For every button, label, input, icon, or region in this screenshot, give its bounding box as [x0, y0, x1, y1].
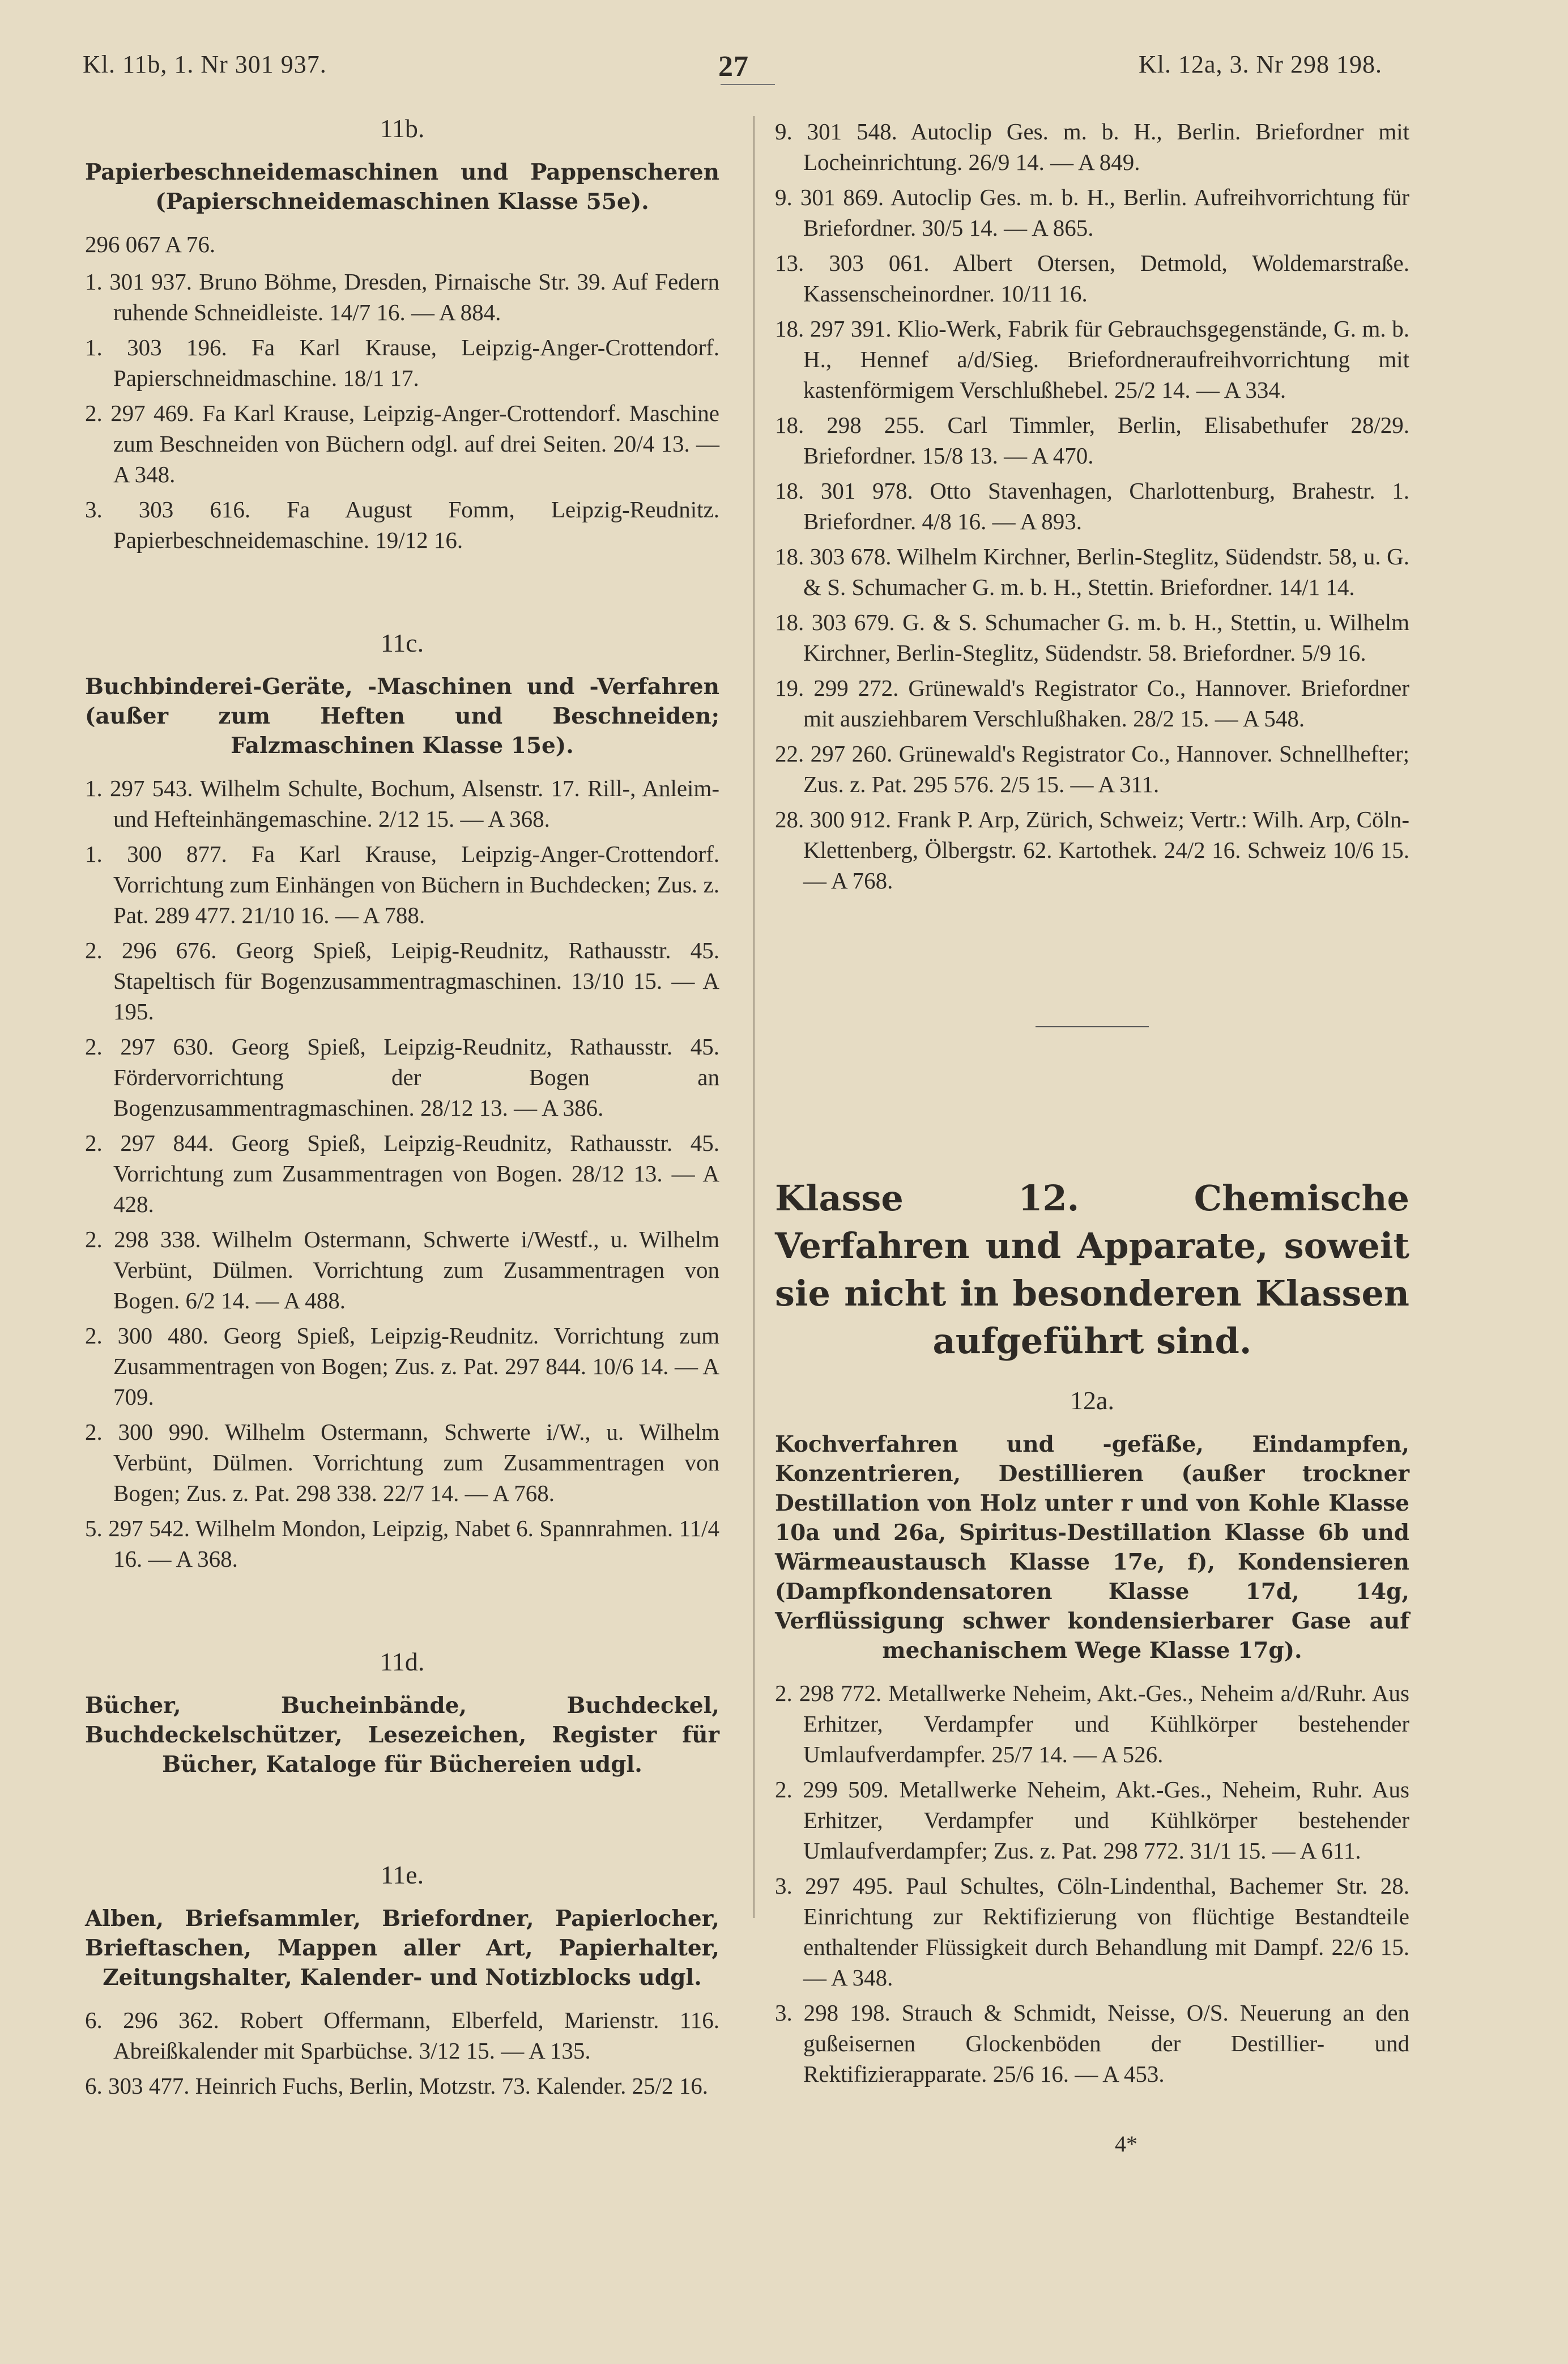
patent-entry: 3. 297 495. Paul Schultes, Cöln-Lindenthal, Bachemer Str. 28. Einrichtung zur Rektifizierung von flüchtige Bestandteile enthaltender Flüssigkeit durch Behandlung mit Dampf. 22/6 15. — A 348.: [775, 1873, 1409, 1991]
patent-entry: 2. 297 630. Georg Spieß, Leipzig-Reudnitz, Rathausstr. 45. Fördervorrichtung der Bogen an Bogenzusammentragmaschinen. 28/12 13. — A 386.: [85, 1034, 719, 1121]
section-code: 11d.: [380, 1647, 425, 1676]
right-column: [775, 116, 1409, 2159]
signature-mark: 4*: [1115, 2131, 1137, 2157]
patent-entry: 2. 297 844. Georg Spieß, Leipzig-Reudnitz, Rathausstr. 45. Vorrichtung zum Zusammentragen von Bogen. 28/12 13. — A 428.: [85, 1130, 719, 1217]
patent-entry: 22. 297 260. Grünewald's Registrator Co., Hannover. Schnellhefter; Zus. z. Pat. 295 576. 2/5 15. — A 311.: [775, 741, 1409, 797]
section-separator-rule: [1036, 1026, 1149, 1027]
patent-entry: 18. 303 679. G. & S. Schumacher G. m. b. H., Stettin, u. Wilhelm Kirchner, Berlin-Steglitz, Südendstr. 58. Briefordner. 5/9 16.: [775, 609, 1409, 666]
patent-entry: 3. 303 616. Fa August Fomm, Leipzig-Reudnitz. Papierbeschneidemaschine. 19/12 16.: [85, 496, 719, 553]
continued-entries: [775, 116, 1409, 896]
column-divider: [753, 116, 755, 1918]
patent-entry: 2. 298 338. Wilhelm Ostermann, Schwerte i/Westf., u. Wilhelm Verbünt, Dülmen. Vorrichtung zum Zusammentragen von Bogen. 6/2 14. — A 488.: [85, 1226, 719, 1313]
patent-entry: 18. 297 391. Klio-Werk, Fabrik für Gebrauchsgegenstände, G. m. b. H., Hennef a/d/Sieg. Briefordneraufreihvorrichtung mit kastenförmigem Verschlußhebel. 25/2 14. — A 334.: [775, 316, 1409, 403]
section-topic: Buchbinderei-Geräte, -Maschinen und -Verfahren (außer zum Heften und Beschneiden; Falzmaschinen Klasse 15e).: [85, 674, 719, 759]
patent-entry: 2. 300 480. Georg Spieß, Leipzig-Reudnitz. Vorrichtung zum Zusammentragen von Bogen; Zus. z. Pat. 297 844. 10/6 14. — A 709.: [85, 1323, 719, 1410]
section-topic: Kochverfahren und -gefäße, Eindampfen, Konzentrieren, Destillieren (außer trockner Destillation von Holz unter r und von Kohle Klasse 10a und 26a, Spiritus-Destillation Klasse 6b und Wärmeaustausch Klasse 17e, f), Kondensieren (Dampfkondensatoren Klasse 17d, 14g, Verflüssigung schwer kondensierbarer Gase auf mechanischem Wege Klasse 17g).: [775, 1431, 1409, 1664]
section-11c: [85, 628, 719, 1574]
section-topic: Alben, Briefsammler, Briefordner, Papierlocher, Brieftaschen, Mappen aller Art, Papierhalter, Zeitungshalter, Kalender- und Notizblocks udgl.: [85, 1906, 719, 1991]
running-header-left: Kl. 11b, 1. Nr 301 937.: [83, 50, 327, 78]
section-code: 11b.: [380, 114, 425, 143]
patent-entry: 1. 303 196. Fa Karl Krause, Leipzig-Anger-Crottendorf. Papierschneidmaschine. 18/1 17.: [85, 334, 719, 391]
section-12a: [775, 1385, 1409, 2089]
patent-entry: 6. 303 477. Heinrich Fuchs, Berlin, Motzstr. 73. Kalender. 25/2 16.: [85, 2073, 709, 2099]
patent-entry: 18. 298 255. Carl Timmler, Berlin, Elisabethufer 28/29. Briefordner. 15/8 13. — A 470.: [775, 412, 1409, 469]
patent-entry: 1. 297 543. Wilhelm Schulte, Bochum, Alsenstr. 17. Rill-, Anleim- und Hefteinhängemaschine. 2/12 15. — A 368.: [85, 775, 719, 832]
section-11e: [85, 1860, 719, 2101]
patent-entry: 2. 299 509. Metallwerke Neheim, Akt.-Ges., Neheim, Ruhr. Aus Erhitzer, Verdampfer und Kühlkörper bestehender Umlaufverdampfer; Zus. z. Pat. 298 772. 31/1 15. — A 611.: [775, 1776, 1409, 1864]
page-number-rule: [721, 84, 775, 85]
patent-entry: 6. 296 362. Robert Offermann, Elberfeld, Marienstr. 116. Abreißkalender mit Sparbüchse. 3/12 15. — A 135.: [85, 2007, 719, 2064]
section-preface: 296 067 A 76.: [85, 231, 216, 257]
patent-entry: 3. 298 198. Strauch & Schmidt, Neisse, O/S. Neuerung an den gußeisernen Glockenböden der Destillier- und Rektifizierapparate. 25/6 16. — A 453.: [775, 2000, 1409, 2087]
klasse-12-title: Klasse 12. Chemische Verfahren und Apparate, soweit sie nicht in besonderen Klassen aufgeführt sind.: [775, 1177, 1409, 1362]
patent-entry: 9. 301 548. Autoclip Ges. m. b. H., Berlin. Briefordner mit Locheinrichtung. 26/9 14. — A 849.: [775, 118, 1409, 175]
section-topic: Papierbeschneidemaschinen und Pappenscheren (Papierschneidemaschinen Klasse 55e).: [85, 159, 719, 215]
patent-entry: 19. 299 272. Grünewald's Registrator Co., Hannover. Briefordner mit ausziehbarem Verschlußhaken. 28/2 15. — A 548.: [775, 675, 1409, 732]
patent-entry: 9. 301 869. Autoclip Ges. m. b. H., Berlin. Aufreihvorrichtung für Briefordner. 30/5 14. — A 865.: [775, 184, 1409, 241]
patent-entry: 2. 296 676. Georg Spieß, Leipig-Reudnitz, Rathausstr. 45. Stapeltisch für Bogenzusammentragmaschinen. 13/10 15. — A 195.: [85, 937, 719, 1024]
section-11b: [85, 113, 719, 555]
patent-entry: 1. 301 937. Bruno Böhme, Dresden, Pirnaische Str. 39. Auf Federn ruhende Schneidleiste. 14/7 16. — A 884.: [85, 269, 719, 325]
section-code: 11c.: [380, 628, 424, 657]
page-number: 27: [718, 50, 749, 83]
section-topic: Bücher, Bucheinbände, Buchdeckel, Buchdeckelschützer, Lesezeichen, Register für Bücher, Kataloge für Büchereien udgl.: [85, 1693, 719, 1778]
patent-entry: 13. 303 061. Albert Otersen, Detmold, Woldemarstraße. Kassenscheinordner. 10/11 16.: [775, 250, 1409, 307]
section-11d: [85, 1647, 719, 1779]
section-code: 12a.: [1070, 1386, 1114, 1415]
section-code: 11e.: [380, 1860, 424, 1889]
running-header-right: Kl. 12a, 3. Nr 298 198.: [1139, 50, 1382, 78]
patent-entry: 18. 303 678. Wilhelm Kirchner, Berlin-Steglitz, Südendstr. 58, u. G. & S. Schumacher G. m. b. H., Stettin. Briefordner. 14/1 14.: [775, 543, 1409, 600]
patent-entry: 2. 297 469. Fa Karl Krause, Leipzig-Anger-Crottendorf. Maschine zum Beschneiden von Büchern odgl. auf drei Seiten. 20/4 13. — A 348.: [85, 400, 719, 487]
patent-entry: 1. 300 877. Fa Karl Krause, Leipzig-Anger-Crottendorf. Vorrichtung zum Einhängen von Büchern in Buchdecken; Zus. z. Pat. 289 477. 21/10 16. — A 788.: [85, 841, 719, 928]
patent-entry: 28. 300 912. Frank P. Arp, Zürich, Schweiz; Vertr.: Wilh. Arp, Cöln-Klettenberg, Ölbergstr. 62. Kartothek. 24/2 16. Schweiz 10/6 15. — A 768.: [775, 806, 1409, 894]
patent-entry: 2. 300 990. Wilhelm Ostermann, Schwerte i/W., u. Wilhelm Verbünt, Dülmen. Vorrichtung zum Zusammentragen von Bogen; Zus. z. Pat. 298 338. 22/7 14. — A 768.: [85, 1419, 719, 1506]
patent-entry: 2. 298 772. Metallwerke Neheim, Akt.-Ges., Neheim a/d/Ruhr. Aus Erhitzer, Verdampfer und Kühlkörper bestehender Umlaufverdampfer. 25/7 14. — A 526.: [775, 1680, 1409, 1767]
patent-entry: 18. 301 978. Otto Stavenhagen, Charlottenburg, Brahestr. 1. Briefordner. 4/8 16. — A 893.: [775, 478, 1409, 534]
left-column: [85, 113, 719, 2106]
patent-entry: 5. 297 542. Wilhelm Mondon, Leipzig, Nabet 6. Spannrahmen. 11/4 16. — A 368.: [85, 1515, 719, 1572]
